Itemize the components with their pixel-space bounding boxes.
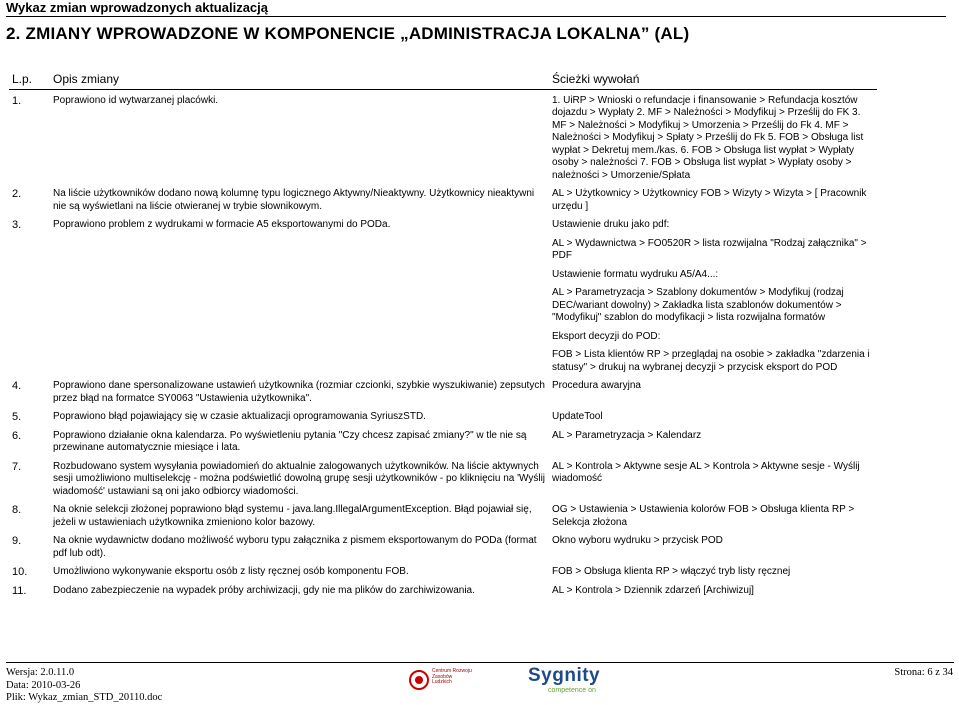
page-number: Strona: 6 z 34 [894, 667, 953, 678]
row-paths [549, 217, 877, 378]
path-line: Procedura awaryjna [552, 380, 641, 391]
section-heading: 2. ZMIANY WPROWADZONE W KOMPONENCIE „ADMINISTRACJA LOKALNA” (AL) [6, 24, 690, 43]
row-description: Poprawiono działanie okna kalendarza. Po wyświetleniu pytania "Czy chcesz zapisać zmiany?" w tle nie są przewinane automatycznie miesiące i lata. [53, 429, 527, 453]
row-number: 3. [12, 219, 22, 231]
row-description: Poprawiono błąd pojawiający się w czasie aktualizacji oprogramowania SyriuszSTD. [53, 411, 426, 422]
row-paths [549, 583, 877, 602]
footer-date: Data: 2010-03-26 [6, 679, 81, 691]
row-number: 11. [12, 584, 27, 597]
czl-logo [409, 668, 472, 692]
header-paths: Ścieżki wywołań [549, 72, 877, 89]
path-line: AL > Parametryzacja > Kalendarz [552, 429, 702, 441]
path-line: AL > Kontrola > Aktywne sesje AL > Kontrola > Aktywne sesje - Wyślij wiadomość [552, 460, 860, 484]
header-no: L.p. [9, 72, 50, 89]
footer-version: Wersja: 2.0.11.0 [6, 667, 75, 678]
row-description: Na oknie wydawnictw dodano możliwość wyboru typu załącznika z pismem eksportowanym do PODa (format pdf lub odt). [53, 535, 537, 559]
sygnity-logo-tagline: competence on [548, 687, 596, 694]
row-paths [549, 428, 877, 459]
path-line: UpdateTool [552, 411, 603, 422]
row-paths [549, 502, 877, 533]
row-paths [549, 409, 877, 428]
table-row [9, 533, 877, 564]
path-line: OG > Ustawienia > Ustawienia kolorów FOB > Obsługa klienta RP > Selekcja złożona [552, 504, 855, 528]
header-description: Opis zmiany [50, 72, 549, 89]
path-line: Ustawienie druku jako pdf: [552, 219, 670, 230]
czl-logo-icon [409, 670, 429, 690]
row-description: Poprawiono id wytwarzanej placówki. [53, 94, 219, 106]
row-paths [549, 533, 877, 564]
row-description: Dodano zabezpieczenie na wypadek próby archiwizacji, gdy nie ma plików do zarchiwizowania. [53, 584, 475, 596]
table-row [9, 583, 877, 602]
path-line: FOB > Lista klientów RP > przeglądaj na osobie > zakładka "zdarzenia i statusy" > drukuj na wybranej decyzji > przycisk eksport do POD [552, 349, 870, 373]
path-line: Ustawienie formatu wydruku A5/A4...: [552, 268, 719, 280]
path-line: Eksport decyzji do POD: [552, 330, 661, 342]
table-row [9, 502, 877, 533]
row-description: Na oknie selekcji złożonej poprawiono błąd systemu - java.lang.IllegalArgumentException. Błąd pojawiał się, jeżeli w ustawieniach użytkownika zmieniono kolor bazowy. [53, 504, 532, 528]
sygnity-logo-name: Sygnity [528, 665, 601, 686]
table-row [9, 409, 877, 428]
row-paths [549, 89, 877, 186]
czl-logo-text: Centrum Rozwoju Zasobów Ludzkich [432, 668, 472, 685]
row-number: 1. [12, 94, 22, 107]
row-paths [549, 459, 877, 503]
path-line: AL > Parametryzacja > Szablony dokumentów > Modyfikuj (rodzaj DEC/wariant dowolny) > Zakładka lista szablonów dokumentów > "Modyfikuj" szablon do modyfikacji > lista rozwijalna formatów [552, 287, 844, 323]
title-divider [6, 16, 946, 17]
row-description: Umożliwiono wykonywanie eksportu osób z listy ręcznej osób komponentu FOB. [53, 566, 409, 577]
row-number: 10. [12, 566, 28, 578]
table-row [9, 186, 877, 217]
table-header-row [9, 72, 877, 89]
row-description: Poprawiono problem z wydrukami w formacie A5 eksportowanymi do PODa. [53, 219, 391, 230]
row-number: 9. [12, 535, 22, 547]
row-number: 7. [12, 460, 22, 473]
table-row [9, 217, 877, 378]
row-number: 6. [12, 429, 22, 442]
table-row [9, 428, 877, 459]
table-body [9, 89, 877, 601]
changes-table [9, 72, 877, 601]
row-number: 5. [12, 411, 22, 423]
path-line: Okno wyboru wydruku > przycisk POD [552, 535, 723, 546]
row-number: 2. [12, 188, 22, 200]
row-description: Rozbudowano system wysyłania powiadomień do aktualnie zalogowanych użytkowników. Na liście aktywnych sesji umożliwiono multiselekcję - można podświetlić dowolną grupę sesji użytkowników - po kliknięciu na 'Wyślij wiadomość' ustawiani są oni jako odbiorcy wiadomości. [53, 460, 546, 497]
table-row [9, 564, 877, 583]
footer-info [6, 667, 162, 705]
table-row [9, 378, 877, 409]
document-title: Wykaz zmian wprowadzonych aktualizacją [6, 0, 269, 15]
path-line: AL > Kontrola > Dziennik zdarzeń [Archiwizuj] [552, 584, 754, 596]
row-number: 8. [12, 504, 22, 516]
path-line: AL > Użytkownicy > Użytkownicy FOB > Wizyty > Wizyta > [ Pracownik urzędu ] [552, 188, 867, 212]
footer-file: Plik: Wykaz_zmian_STD_20110.doc [6, 692, 163, 703]
table-row [9, 459, 877, 503]
path-line: AL > Wydawnictwa > FO0520R > lista rozwijalna "Rodzaj załącznika" > PDF [552, 237, 867, 261]
row-paths [549, 564, 877, 583]
sygnity-logo [528, 665, 608, 699]
row-description: Poprawiono dane spersonalizowane ustawień użytkownika (rozmiar czcionki, szybkie wyszukiwanie) zepsutych przez błąd na formatce SY0063 "Ustawienia użytkownika". [53, 380, 545, 404]
path-line: FOB > Obsługa klienta RP > włączyć tryb listy ręcznej [552, 566, 791, 577]
row-paths [549, 378, 877, 409]
table-row [9, 89, 877, 186]
footer-divider [6, 662, 954, 663]
row-number: 4. [12, 380, 22, 392]
path-line: 1. UiRP > Wnioski o refundacje i finansowanie > Refundacja kosztów dojazdu > Wypłaty 2. MF > Należności > Modyfikuj > Prześlij do FK 3. MF > Należności > Modyfikuj > Umorzenia > Prześlij do Fk 4. MF > Należności > Modyfikuj > Spłaty > Prześlij do Fk 5. FOB > Obsługa list wypłat > Dekretuj mem./kas. 6. FOB > Obsługa list wypłat > Wypłaty osoby > należności 7. FOB > Obsługa list wypłat > Wypłaty osoby > należności > Umorzenie/Spłata [552, 94, 864, 181]
row-description: Na liście użytkowników dodano nową kolumnę typu logicznego Aktywny/Nieaktywny. Użytkownicy nieaktywni nie są wyświetlani na liście otwieranej w trybie słownikowym. [53, 188, 535, 212]
row-paths [549, 186, 877, 217]
